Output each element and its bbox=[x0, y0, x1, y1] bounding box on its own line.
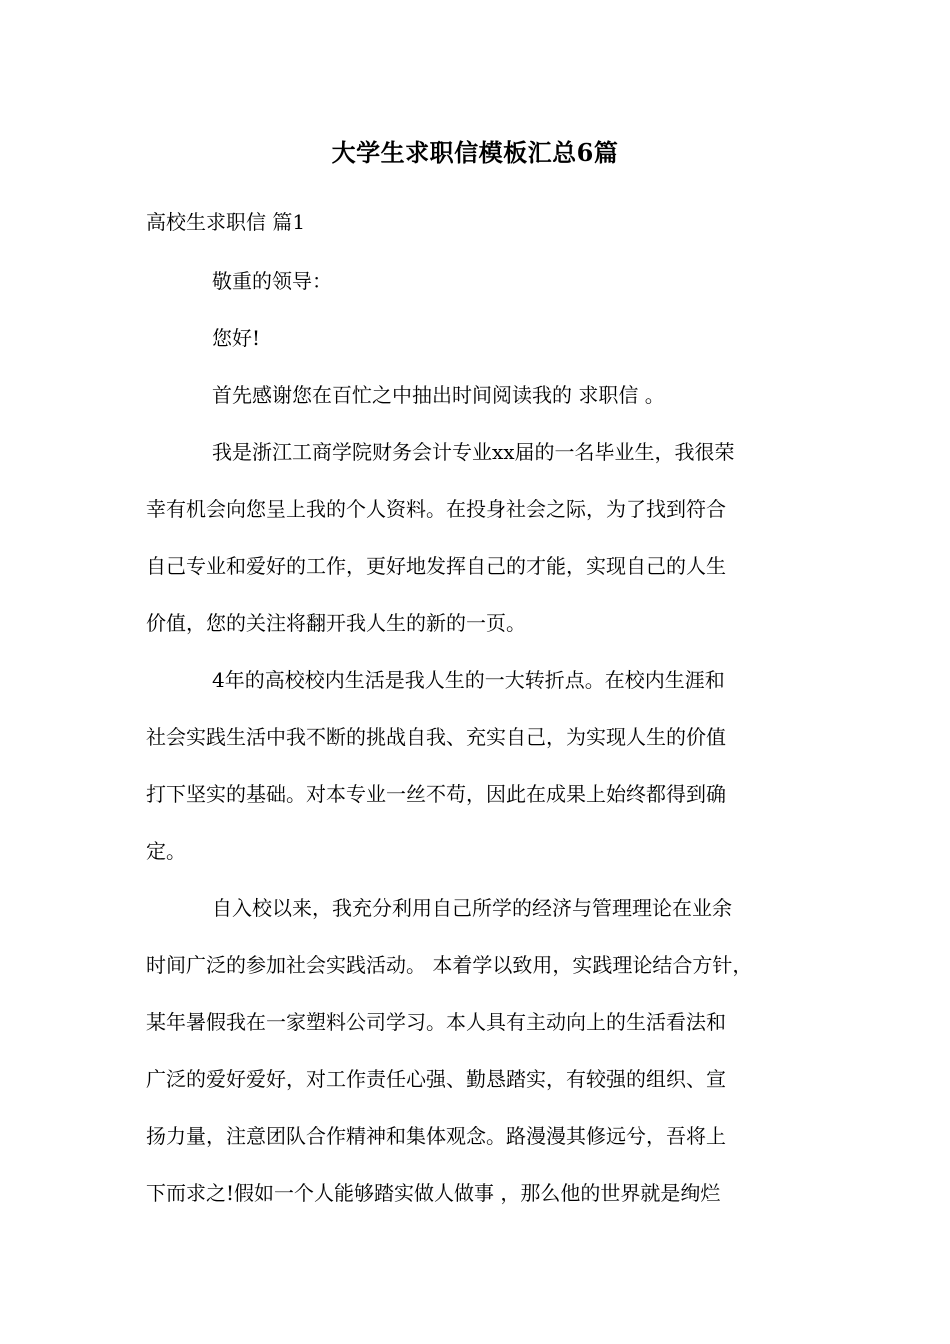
paragraph-line: 定。 bbox=[146, 839, 186, 863]
paragraph-line: 扬力量，注意团队合作精神和集体观念。路漫漫其修远兮，吾将上 bbox=[146, 1124, 726, 1148]
document-title: 大学生求职信模板汇总6篇 bbox=[331, 138, 619, 167]
paragraph-line: 自己专业和爱好的工作，更好地发挥自己的才能，实现自己的人生 bbox=[146, 554, 726, 578]
paragraph-line: 幸有机会向您呈上我的个人资料。在投身社会之际，为了找到符合 bbox=[146, 497, 726, 521]
paragraph-line: 自入校以来，我充分利用自己所学的经济与管理理论在业余 bbox=[212, 896, 732, 920]
section-heading: 高校生求职信 篇1 bbox=[146, 210, 306, 234]
paragraph-line: 时间广泛的参加社会实践活动。 本着学以致用，实践理论结合方针， bbox=[146, 953, 753, 977]
paragraph-line: 4年的高校校内生活是我人生的一大转折点。在校内生涯和 bbox=[212, 668, 725, 692]
paragraph-line: 打下坚实的基础。对本专业一丝不苟，因此在成果上始终都得到确 bbox=[146, 782, 726, 806]
paragraph-line: 首先感谢您在百忙之中抽出时间阅读我的 求职信 。 bbox=[212, 383, 665, 407]
paragraph-line: 价值，您的关注将翻开我人生的新的一页。 bbox=[146, 611, 526, 635]
paragraph-line: 某年暑假我在一家塑料公司学习。本人具有主动向上的生活看法和 bbox=[146, 1010, 726, 1034]
greeting: 您好! bbox=[212, 326, 261, 350]
paragraph-line: 下而求之!假如一个人能够踏实做人做事 ，那么他的世界就是绚烂 bbox=[146, 1181, 721, 1205]
salutation: 敬重的领导： bbox=[212, 269, 332, 293]
paragraph-line: 我是浙江工商学院财务会计专业xx届的一名毕业生，我很荣 bbox=[212, 440, 735, 464]
paragraph-line: 广泛的爱好爱好，对工作责任心强、勤恳踏实，有较强的组织、宣 bbox=[146, 1067, 726, 1091]
paragraph-line: 社会实践生活中我不断的挑战自我、充实自己，为实现人生的价值 bbox=[146, 725, 726, 749]
